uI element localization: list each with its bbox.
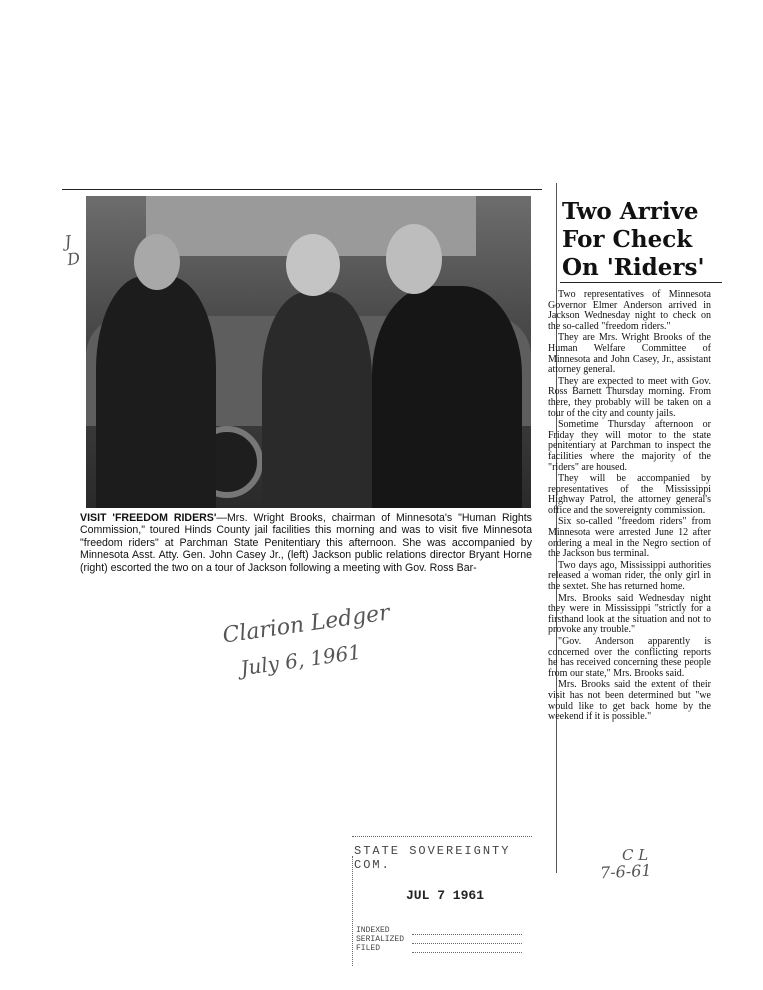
stamp-rule-2	[412, 943, 522, 944]
stamp-date: JUL 7 1961	[406, 888, 485, 903]
file-stamp	[352, 836, 532, 972]
story-paragraph: They are Mrs. Wright Brooks of the Human Welfare Committee of Minnesota and John Casey, Jr., assistant attorney general.	[548, 332, 711, 376]
story-paragraph: They will be accompanied by representatives of the Mississippi Highway Patrol, the attorney general's office and the sovereignty commission.	[548, 473, 711, 516]
headline-line-2: For Check	[562, 226, 693, 253]
stamp-header: STATE SOVEREIGNTY COM.	[354, 844, 511, 872]
handwritten-initials: C L	[622, 846, 649, 864]
photo-man-left	[96, 276, 216, 508]
margin-letters: J D	[63, 231, 82, 270]
photo-woman	[262, 292, 372, 508]
photo-head-right	[386, 224, 442, 294]
story-paragraph: Six so-called "freedom riders" from Minnesota were arrested June 12 after ordering a meal in the Negro section of the Jackson bus terminal.	[548, 516, 711, 560]
headline-line-1: Two Arrive	[562, 198, 699, 225]
story-paragraph: They are expected to meet with Gov. Ross Barnett Thursday morning. From there, they probably will be taken on a tour of the city and county jails.	[548, 375, 711, 419]
headline-rule	[560, 282, 722, 283]
stamp-left-edge	[352, 856, 354, 966]
photo-caption	[80, 512, 532, 574]
handwritten-stamp-date: 7-6-61	[599, 860, 652, 883]
top-rule	[62, 189, 542, 190]
stamp-rule-1	[412, 934, 522, 935]
stamp-top-line	[352, 836, 532, 837]
story-paragraph: Two days ago, Mississippi authorities released a woman rider, the only girl in the sextet. She has returned home.	[548, 559, 711, 593]
stamp-rule-3	[412, 952, 522, 953]
story-paragraph: Mrs. Brooks said Wednesday night they were in Mississippi "strictly for a firsthand look at the situation and not to provoke any trouble."	[548, 592, 711, 636]
photo-head-left	[134, 234, 180, 290]
photo-man-right	[372, 286, 522, 508]
caption-lead: VISIT 'FREEDOM RIDERS'	[80, 512, 217, 524]
photo-head-woman	[286, 234, 340, 296]
caption-text: —Mrs. Wright Brooks, chairman of Minnesota's "Human Rights Commission," toured Hinds County jail facilities this morning and was to visit five Minnesota "freedom riders" at Parchman State Penitentiary this afternoon. She was accompanied by Minnesota Asst. Atty. Gen. John Casey Jr., (left) Jackson public relations director Bryant Horne (right) escorted the two on a tour of Jackson following a meeting with Gov. Ross Bar-	[80, 512, 532, 574]
stamp-indexed: INDEXED	[356, 926, 390, 935]
handwritten-source: Clarion Ledger	[221, 600, 392, 649]
story-paragraph: "Gov. Anderson apparently is concerned over the conflicting reports he has received concerning these people from our state," Mrs. Brooks said.	[548, 636, 711, 679]
story-paragraph: Mrs. Brooks said the extent of their visit has not been determined but "we would like to get back home by the weekend if it is possible."	[548, 679, 711, 723]
story-paragraph: Two representatives of Minnesota Governor Elmer Anderson arrived in Jackson Wednesday night to check on the so-called "freedom riders."	[548, 289, 711, 332]
story-body	[548, 290, 711, 724]
stamp-serialized: SERIALIZED	[356, 935, 405, 944]
headline	[562, 198, 722, 282]
story-paragraph: Sometime Thursday afternoon or Friday they will motor to the state penitentiary at Parchman to inspect the facilities where the majority of the "riders" are housed.	[548, 419, 711, 473]
handwritten-date: July 6, 1961	[238, 639, 363, 681]
stamp-filed: FILED	[356, 944, 381, 953]
headline-line-3: On 'Riders'	[562, 254, 705, 281]
news-photo	[86, 196, 531, 508]
